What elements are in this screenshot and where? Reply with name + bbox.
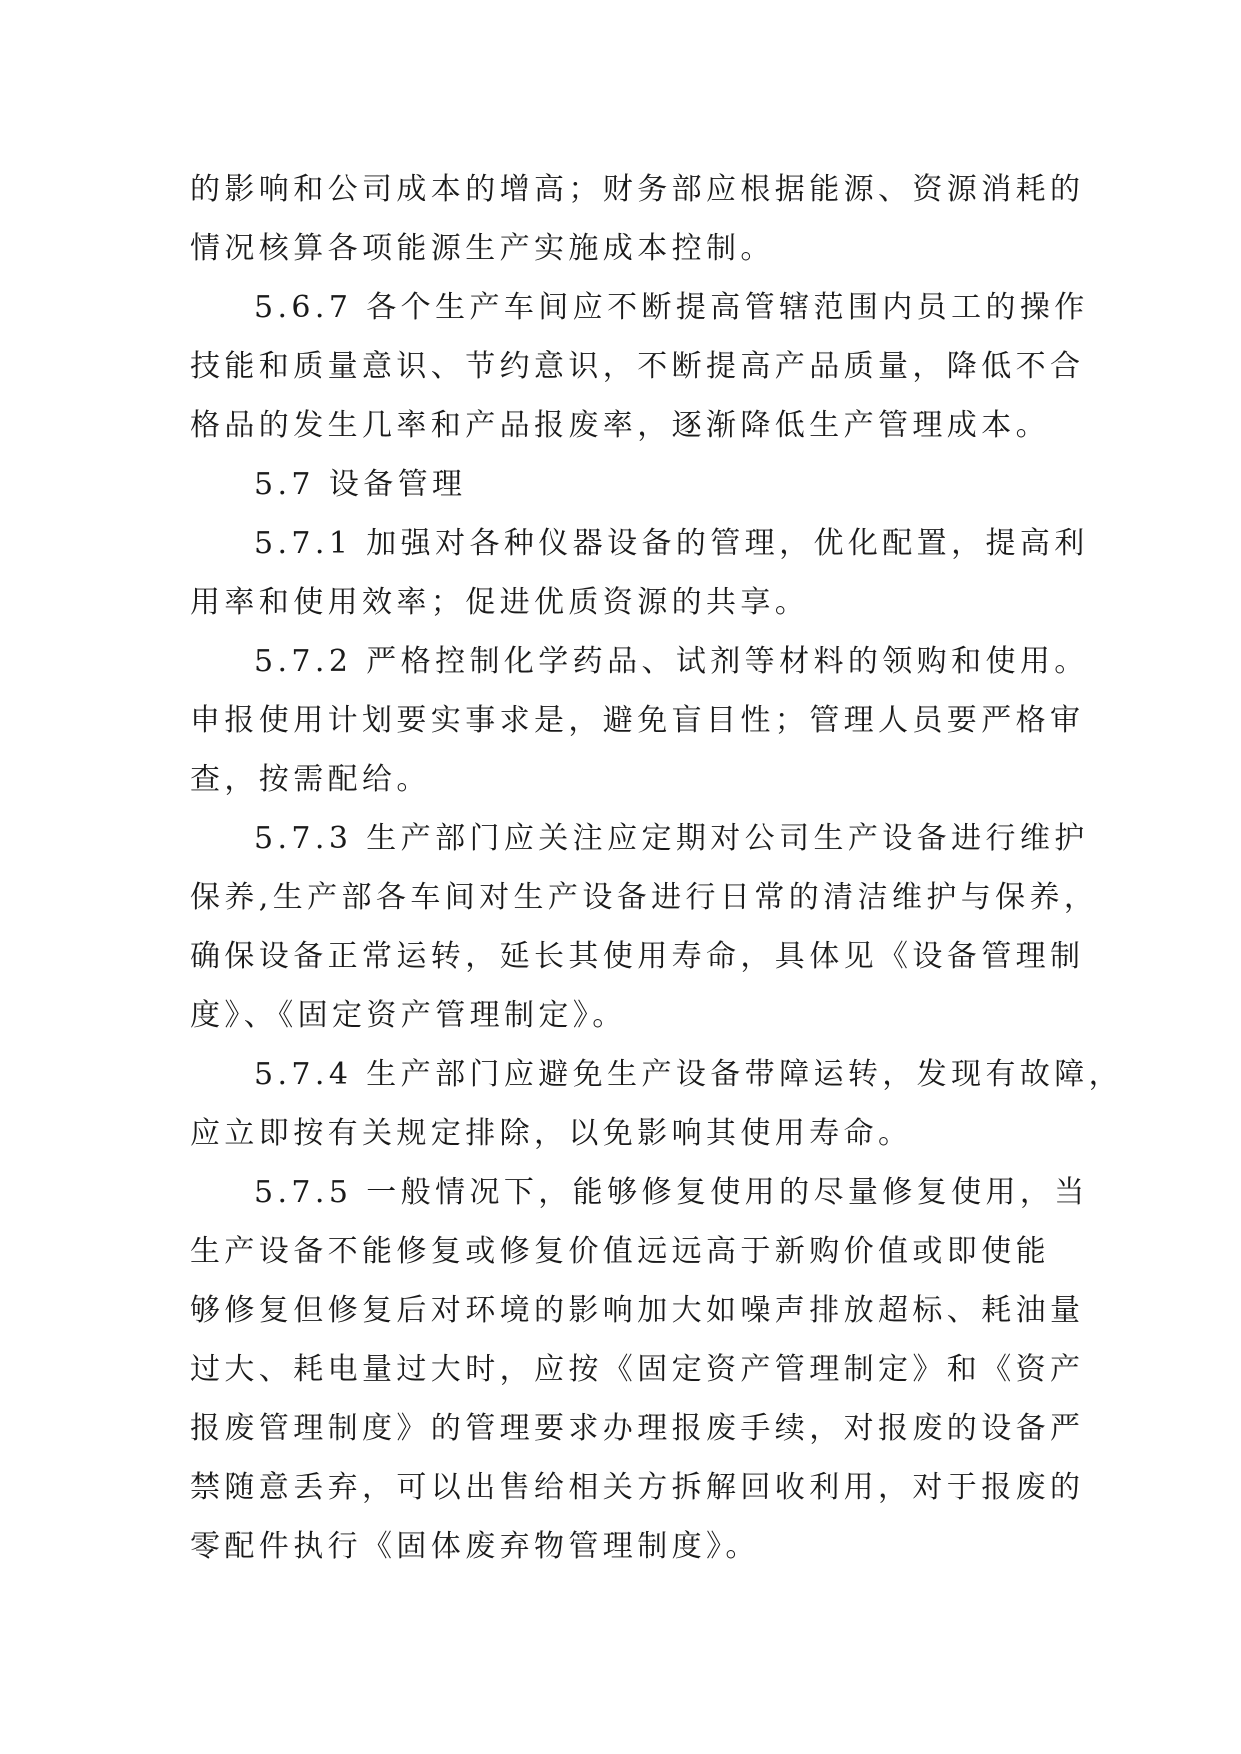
text-line: 5.7.2 严格控制化学药品、试剂等材料的领购和使用。 [254,644,1089,679]
text-line: 5.6.7 各个生产车间应不断提高管辖范围内员工的操作 [254,290,1089,325]
text-line: 情况核算各项能源生产实施成本控制。 [190,231,775,266]
text-line: 应立即按有关规定排除，以免影响其使用寿命。 [190,1116,913,1151]
text-line: 度》、《固定资产管理制定》。 [190,998,627,1033]
text-line: 保养,生产部各车间对生产设备进行日常的清洁维护与保养， [190,880,1099,915]
text-line: 5.7.4 生产部门应避免生产设备带障运转，发现有故障， [254,1057,1124,1092]
text-line: 5.7.3 生产部门应关注应定期对公司生产设备进行维护 [254,821,1089,856]
text-line: 申报使用计划要实事求是，避免盲目性；管理人员要严格审 [190,703,1085,738]
text-line: 零配件执行《固体废弃物管理制度》。 [190,1529,760,1564]
text-line: 够修复但修复后对环境的影响加大如噪声排放超标、耗油量 [190,1293,1085,1328]
text-line: 过大、耗电量过大时，应按《固定资产管理制定》和《资产 [190,1352,1085,1387]
text-line: 的影响和公司成本的增高；财务部应根据能源、资源消耗的 [190,172,1085,207]
text-line: 技能和质量意识、节约意识，不断提高产品质量，降低不合 [190,349,1085,384]
text-line: 5.7.5 一般情况下，能够修复使用的尽量修复使用，当 [254,1175,1089,1210]
text-line: 5.7.1 加强对各种仪器设备的管理，优化配置，提高利 [254,526,1089,561]
text-line: 查，按需配给。 [190,762,431,797]
text-line: 5.7 设备管理 [254,467,467,502]
text-line: 用率和使用效率；促进优质资源的共享。 [190,585,810,620]
text-line: 生产设备不能修复或修复价值远远高于新购价值或即使能 [190,1234,1050,1269]
document-body [190,160,1124,1576]
text-line: 格品的发生几率和产品报废率，逐渐降低生产管理成本。 [190,408,1050,443]
text-line: 报废管理制度》的管理要求办理报废手续，对报废的设备严 [190,1411,1085,1446]
text-line: 确保设备正常运转，延长其使用寿命，具体见《设备管理制 [190,939,1085,974]
text-line: 禁随意丢弃，可以出售给相关方拆解回收利用，对于报废的 [190,1470,1085,1505]
